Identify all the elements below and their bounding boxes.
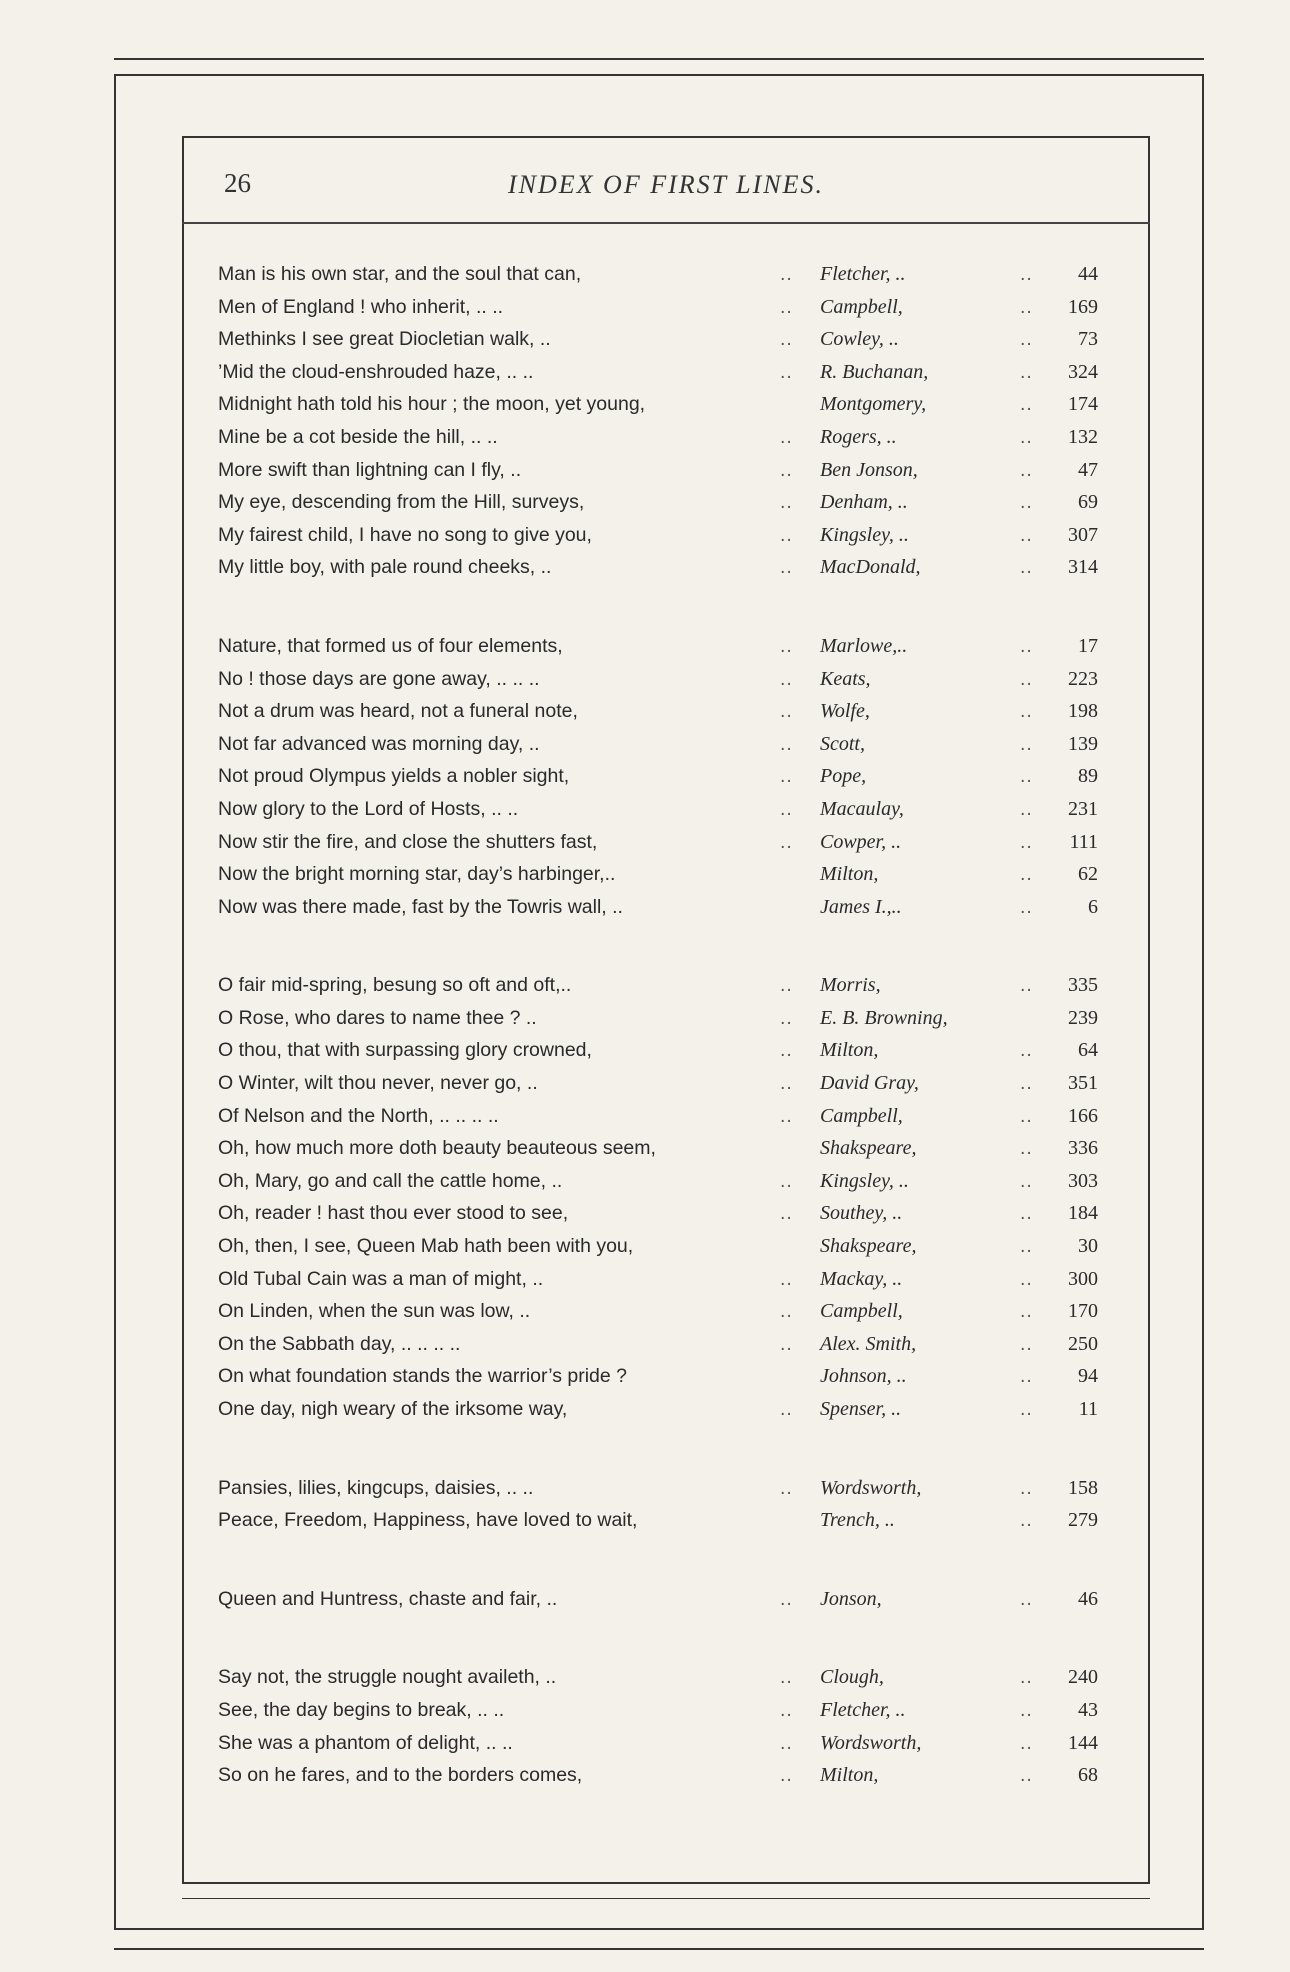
leader-dots: .. [780, 425, 793, 448]
index-entry [218, 969, 1118, 1002]
leader-dots-page: .. [1020, 491, 1033, 514]
leader-dots: .. [780, 1300, 793, 1323]
index-entry [218, 858, 1118, 891]
first-line-text: My little boy, with pale round cheeks, .. [218, 556, 552, 579]
page-reference: 46 [1078, 1587, 1098, 1610]
index-entry [218, 760, 1118, 793]
leader-dots-page: .. [1020, 634, 1033, 657]
leader-dots-page: .. [1020, 765, 1033, 788]
leader-dots: .. [780, 458, 793, 481]
index-entry [218, 793, 1118, 826]
first-line-text: Oh, then, I see, Queen Mab hath been with you, [218, 1235, 634, 1258]
leader-dots-page: .. [1020, 1104, 1033, 1127]
leader-dots: .. [780, 700, 793, 723]
page-reference: 11 [1078, 1398, 1098, 1420]
index-entry [218, 1002, 1118, 1035]
page-reference: 231 [1068, 797, 1098, 820]
first-line-text: On what foundation stands the warrior’s pride ? [218, 1365, 628, 1388]
leader-dots: .. [780, 667, 793, 690]
author-name: Alex. Smith, [820, 1332, 917, 1355]
index-entry [218, 630, 1118, 663]
leader-dots-page: .. [1020, 1202, 1033, 1225]
top-rule [114, 58, 1204, 60]
index-group [218, 630, 1118, 923]
leader-dots-page: .. [1020, 1587, 1033, 1610]
page-reference: 69 [1078, 491, 1098, 514]
leader-dots: .. [780, 491, 793, 514]
first-line-text: Not far advanced was morning day, .. [218, 732, 540, 755]
leader-dots-page: .. [1020, 797, 1033, 820]
page-number: 26 [224, 168, 251, 198]
index-entry [218, 1727, 1118, 1760]
index-entry [218, 1067, 1118, 1100]
author-name: Marlowe,.. [820, 634, 908, 657]
leader-dots: .. [780, 1072, 793, 1095]
page-reference: 44 [1078, 263, 1098, 285]
index-group [218, 1472, 1118, 1537]
page-reference: 239 [1068, 1006, 1098, 1029]
leader-dots-page: .. [1020, 1509, 1033, 1532]
author-name: Campbell, [820, 1300, 903, 1323]
first-line-text: Mine be a cot beside the hill, .. .. [218, 425, 498, 448]
page-reference: 351 [1068, 1072, 1098, 1095]
leader-dots-page: .. [1020, 1300, 1033, 1323]
leader-dots-page: .. [1020, 1666, 1033, 1689]
leader-dots-page: .. [1020, 458, 1033, 481]
first-line-text: Now was there made, fast by the Towris wall, .. [218, 895, 623, 918]
leader-dots: .. [780, 765, 793, 788]
first-line-text: Of Nelson and the North, .. .. .. .. [218, 1104, 499, 1127]
leader-dots: .. [780, 732, 793, 755]
leader-dots-page: .. [1020, 263, 1033, 285]
leader-dots: .. [780, 1267, 793, 1290]
leader-dots-page: .. [1020, 1137, 1033, 1160]
first-line-text: My fairest child, I have no song to give you, [218, 523, 592, 546]
leader-dots: .. [780, 1039, 793, 1062]
page-reference: 307 [1068, 523, 1098, 546]
leader-dots: .. [780, 556, 793, 579]
index-entry [218, 1759, 1118, 1792]
header-rule [182, 222, 1150, 224]
author-name: David Gray, [820, 1072, 919, 1095]
leader-dots: .. [780, 797, 793, 820]
first-line-text: Men of England ! who inherit, .. .. [218, 295, 504, 318]
page-reference: 17 [1078, 634, 1098, 657]
leader-dots: .. [780, 634, 793, 657]
page-reference: 170 [1068, 1300, 1098, 1323]
author-name: Scott, [820, 732, 865, 755]
author-name: Kingsley, .. [820, 523, 909, 546]
bottom-rule [114, 1948, 1204, 1950]
index-entry [218, 695, 1118, 728]
author-name: Denham, .. [820, 491, 908, 514]
index-entry [218, 323, 1118, 356]
author-name: Cowley, .. [820, 328, 899, 351]
leader-dots-page: .. [1020, 1072, 1033, 1095]
author-name: Southey, .. [820, 1202, 903, 1225]
first-line-text: See, the day begins to break, .. .. [218, 1698, 505, 1721]
leader-dots: .. [780, 1476, 793, 1499]
leader-dots: .. [780, 328, 793, 351]
leader-dots-page: .. [1020, 556, 1033, 579]
leader-dots-page: .. [1020, 328, 1033, 351]
page-reference: 184 [1068, 1202, 1098, 1225]
index-entry [218, 1504, 1118, 1537]
page-reference: 73 [1078, 328, 1098, 351]
page-reference: 300 [1068, 1267, 1098, 1290]
index-entry [218, 1165, 1118, 1198]
index-group [218, 258, 1118, 584]
author-name: James I.,.. [820, 895, 902, 918]
index-entry [218, 1034, 1118, 1067]
leader-dots-page: .. [1020, 425, 1033, 448]
leader-dots-page: .. [1020, 1698, 1033, 1721]
leader-dots-page: .. [1020, 1731, 1033, 1754]
leader-dots: .. [780, 1666, 793, 1689]
author-name: Keats, [820, 667, 871, 690]
index-entry [218, 356, 1118, 389]
author-name: Johnson, .. [820, 1365, 907, 1388]
first-line-text: Oh, reader ! hast thou ever stood to see, [218, 1202, 569, 1225]
first-line-text: My eye, descending from the Hill, surveys, [218, 491, 585, 514]
leader-dots-page: .. [1020, 1267, 1033, 1290]
author-name: Ben Jonson, [820, 458, 918, 481]
author-name: Trench, .. [820, 1509, 895, 1532]
leader-dots-page: .. [1020, 360, 1033, 383]
index-entry [218, 891, 1118, 924]
page-reference: 47 [1078, 458, 1098, 481]
leader-dots-page: .. [1020, 863, 1033, 886]
leader-dots: .. [780, 830, 793, 853]
index-group [218, 1661, 1118, 1791]
first-line-text: Not proud Olympus yields a nobler sight, [218, 765, 570, 788]
index-entry [218, 291, 1118, 324]
author-name: MacDonald, [820, 556, 921, 579]
index-entry [218, 1393, 1118, 1426]
first-line-text: Now stir the fire, and close the shutters fast, [218, 830, 598, 853]
page-reference: 139 [1068, 732, 1098, 755]
leader-dots: .. [780, 523, 793, 546]
page-reference: 144 [1068, 1731, 1098, 1754]
page-reference: 250 [1068, 1332, 1098, 1355]
author-name: R. Buchanan, [820, 360, 929, 383]
index-entry [218, 663, 1118, 696]
leader-dots: .. [780, 1104, 793, 1127]
page-reference: 132 [1068, 425, 1098, 448]
leader-dots: .. [780, 1698, 793, 1721]
first-line-text: Oh, Mary, go and call the cattle home, .. [218, 1169, 563, 1192]
author-name: Wordsworth, [820, 1731, 922, 1754]
first-line-text: Midnight hath told his hour ; the moon, yet young, [218, 393, 646, 416]
author-name: Morris, [820, 974, 881, 997]
first-line-text: ’Mid the cloud-enshrouded haze, .. .. [218, 360, 534, 383]
first-line-text: Oh, how much more doth beauty beauteous seem, [218, 1137, 656, 1160]
leader-dots: .. [780, 295, 793, 318]
leader-dots-page: .. [1020, 1039, 1033, 1062]
author-name: Fletcher, .. [820, 263, 906, 285]
leader-dots-page: .. [1020, 732, 1033, 755]
leader-dots: .. [780, 1587, 793, 1610]
index-entry [218, 519, 1118, 552]
author-name: Milton, [820, 1039, 879, 1062]
author-name: Kingsley, .. [820, 1169, 909, 1192]
index-entry [218, 1263, 1118, 1296]
first-line-text: More swift than lightning can I fly, .. [218, 458, 522, 481]
index-entry [218, 728, 1118, 761]
index-entry [218, 826, 1118, 859]
leader-dots-page: .. [1020, 1398, 1033, 1420]
page-reference: 68 [1078, 1764, 1098, 1787]
author-name: E. B. Browning, [820, 1006, 948, 1029]
leader-dots-page: .. [1020, 1365, 1033, 1388]
page-reference: 198 [1068, 700, 1098, 723]
index-entry [218, 1661, 1118, 1694]
page-reference: 336 [1068, 1137, 1098, 1160]
page-reference: 111 [1069, 830, 1098, 853]
leader-dots-page: .. [1020, 974, 1033, 997]
leader-dots-page: .. [1020, 393, 1033, 416]
leader-dots-page: .. [1020, 523, 1033, 546]
index-entry [218, 454, 1118, 487]
first-line-text: She was a phantom of delight, .. .. [218, 1731, 513, 1754]
leader-dots: .. [780, 263, 793, 285]
leader-dots-page: .. [1020, 667, 1033, 690]
leader-dots: .. [780, 974, 793, 997]
index-entry [218, 1132, 1118, 1165]
leader-dots: .. [780, 360, 793, 383]
page-reference: 174 [1068, 393, 1098, 416]
page-reference: 303 [1068, 1169, 1098, 1192]
author-name: Clough, [820, 1666, 884, 1689]
author-name: Jonson, [820, 1587, 882, 1610]
leader-dots: .. [780, 1398, 793, 1420]
first-line-text: Pansies, lilies, kingcups, daisies, .. .. [218, 1476, 534, 1499]
first-line-text: Say not, the struggle nought availeth, .. [218, 1666, 557, 1689]
first-line-text: O Rose, who dares to name thee ? .. [218, 1006, 537, 1029]
first-line-text: Methinks I see great Diocletian walk, .. [218, 328, 551, 351]
author-name: Fletcher, .. [820, 1698, 906, 1721]
index-entry [218, 1694, 1118, 1727]
leader-dots-page: .. [1020, 830, 1033, 853]
author-name: Milton, [820, 863, 879, 886]
index-group [218, 969, 1118, 1425]
author-name: Campbell, [820, 1104, 903, 1127]
first-line-text: Now the bright morning star, day’s harbinger,.. [218, 863, 616, 886]
index-of-first-lines [218, 258, 1118, 1838]
first-line-text: O thou, that with surpassing glory crowned, [218, 1039, 592, 1062]
leader-dots: .. [780, 1764, 793, 1787]
index-entry [218, 1472, 1118, 1505]
index-entry [218, 1295, 1118, 1328]
leader-dots: .. [780, 1006, 793, 1029]
page-reference: 314 [1068, 556, 1098, 579]
page-reference: 335 [1068, 974, 1098, 997]
first-line-text: O fair mid-spring, besung so oft and oft,.. [218, 974, 572, 997]
page-title: INDEX OF FIRST LINES. [508, 170, 824, 199]
leader-dots-page: .. [1020, 1332, 1033, 1355]
page-reference: 89 [1078, 765, 1098, 788]
first-line-text: Not a drum was heard, not a funeral note, [218, 700, 578, 723]
page-reference: 158 [1068, 1476, 1098, 1499]
index-entry [218, 1197, 1118, 1230]
page-reference: 6 [1088, 895, 1098, 918]
page-reference: 94 [1078, 1365, 1098, 1388]
first-line-text: One day, nigh weary of the irksome way, [218, 1398, 568, 1420]
author-name: Macaulay, [820, 797, 904, 820]
leader-dots: .. [780, 1202, 793, 1225]
index-entry [218, 1328, 1118, 1361]
author-name: Shakspeare, [820, 1137, 917, 1160]
page-reference: 279 [1068, 1509, 1098, 1532]
first-line-text: So on he fares, and to the borders comes, [218, 1764, 583, 1787]
first-line-text: O Winter, wilt thou never, never go, .. [218, 1072, 538, 1095]
index-entry [218, 1230, 1118, 1263]
author-name: Wolfe, [820, 700, 870, 723]
author-name: Montgomery, [820, 393, 927, 416]
index-entry [218, 388, 1118, 421]
first-line-text: Now glory to the Lord of Hosts, .. .. [218, 797, 519, 820]
leader-dots-page: .. [1020, 1169, 1033, 1192]
first-line-text: Peace, Freedom, Happiness, have loved to wait, [218, 1509, 638, 1532]
author-name: Cowper, .. [820, 830, 902, 853]
leader-dots-page: .. [1020, 895, 1033, 918]
page-reference: 62 [1078, 863, 1098, 886]
index-entry [218, 551, 1118, 584]
author-name: Shakspeare, [820, 1235, 917, 1258]
inner-bottom-rule [182, 1898, 1150, 1899]
first-line-text: On Linden, when the sun was low, .. [218, 1300, 531, 1323]
leader-dots: .. [780, 1332, 793, 1355]
first-line-text: Man is his own star, and the soul that can, [218, 263, 582, 285]
first-line-text: Old Tubal Cain was a man of might, .. [218, 1267, 544, 1290]
page-reference: 30 [1078, 1235, 1098, 1258]
author-name: Pope, [820, 765, 867, 788]
page-header [182, 160, 1150, 220]
leader-dots-page: .. [1020, 1764, 1033, 1787]
first-line-text: On the Sabbath day, .. .. .. .. [218, 1332, 461, 1355]
leader-dots-page: .. [1020, 1476, 1033, 1499]
first-line-text: Queen and Huntress, chaste and fair, .. [218, 1587, 558, 1610]
page-reference: 324 [1068, 360, 1098, 383]
leader-dots-page: .. [1020, 1235, 1033, 1258]
page-reference: 223 [1068, 667, 1098, 690]
index-entry [218, 258, 1118, 291]
author-name: Campbell, [820, 295, 903, 318]
index-entry [218, 1100, 1118, 1133]
leader-dots-page: .. [1020, 700, 1033, 723]
leader-dots-page: .. [1020, 295, 1033, 318]
page-reference: 169 [1068, 295, 1098, 318]
leader-dots: .. [780, 1731, 793, 1754]
author-name: Spenser, .. [820, 1398, 902, 1420]
page-reference: 64 [1078, 1039, 1098, 1062]
first-line-text: No ! those days are gone away, .. .. .. [218, 667, 540, 690]
index-group [218, 1583, 1118, 1616]
index-entry [218, 486, 1118, 519]
index-entry [218, 1583, 1118, 1616]
page-reference: 166 [1068, 1104, 1098, 1127]
index-entry [218, 1360, 1118, 1393]
page-reference: 240 [1068, 1666, 1098, 1689]
author-name: Wordsworth, [820, 1476, 922, 1499]
page-reference: 43 [1078, 1698, 1098, 1721]
author-name: Mackay, .. [820, 1267, 903, 1290]
author-name: Milton, [820, 1764, 879, 1787]
leader-dots: .. [780, 1169, 793, 1192]
first-line-text: Nature, that formed us of four elements, [218, 634, 563, 657]
author-name: Rogers, .. [820, 425, 897, 448]
index-entry [218, 421, 1118, 454]
